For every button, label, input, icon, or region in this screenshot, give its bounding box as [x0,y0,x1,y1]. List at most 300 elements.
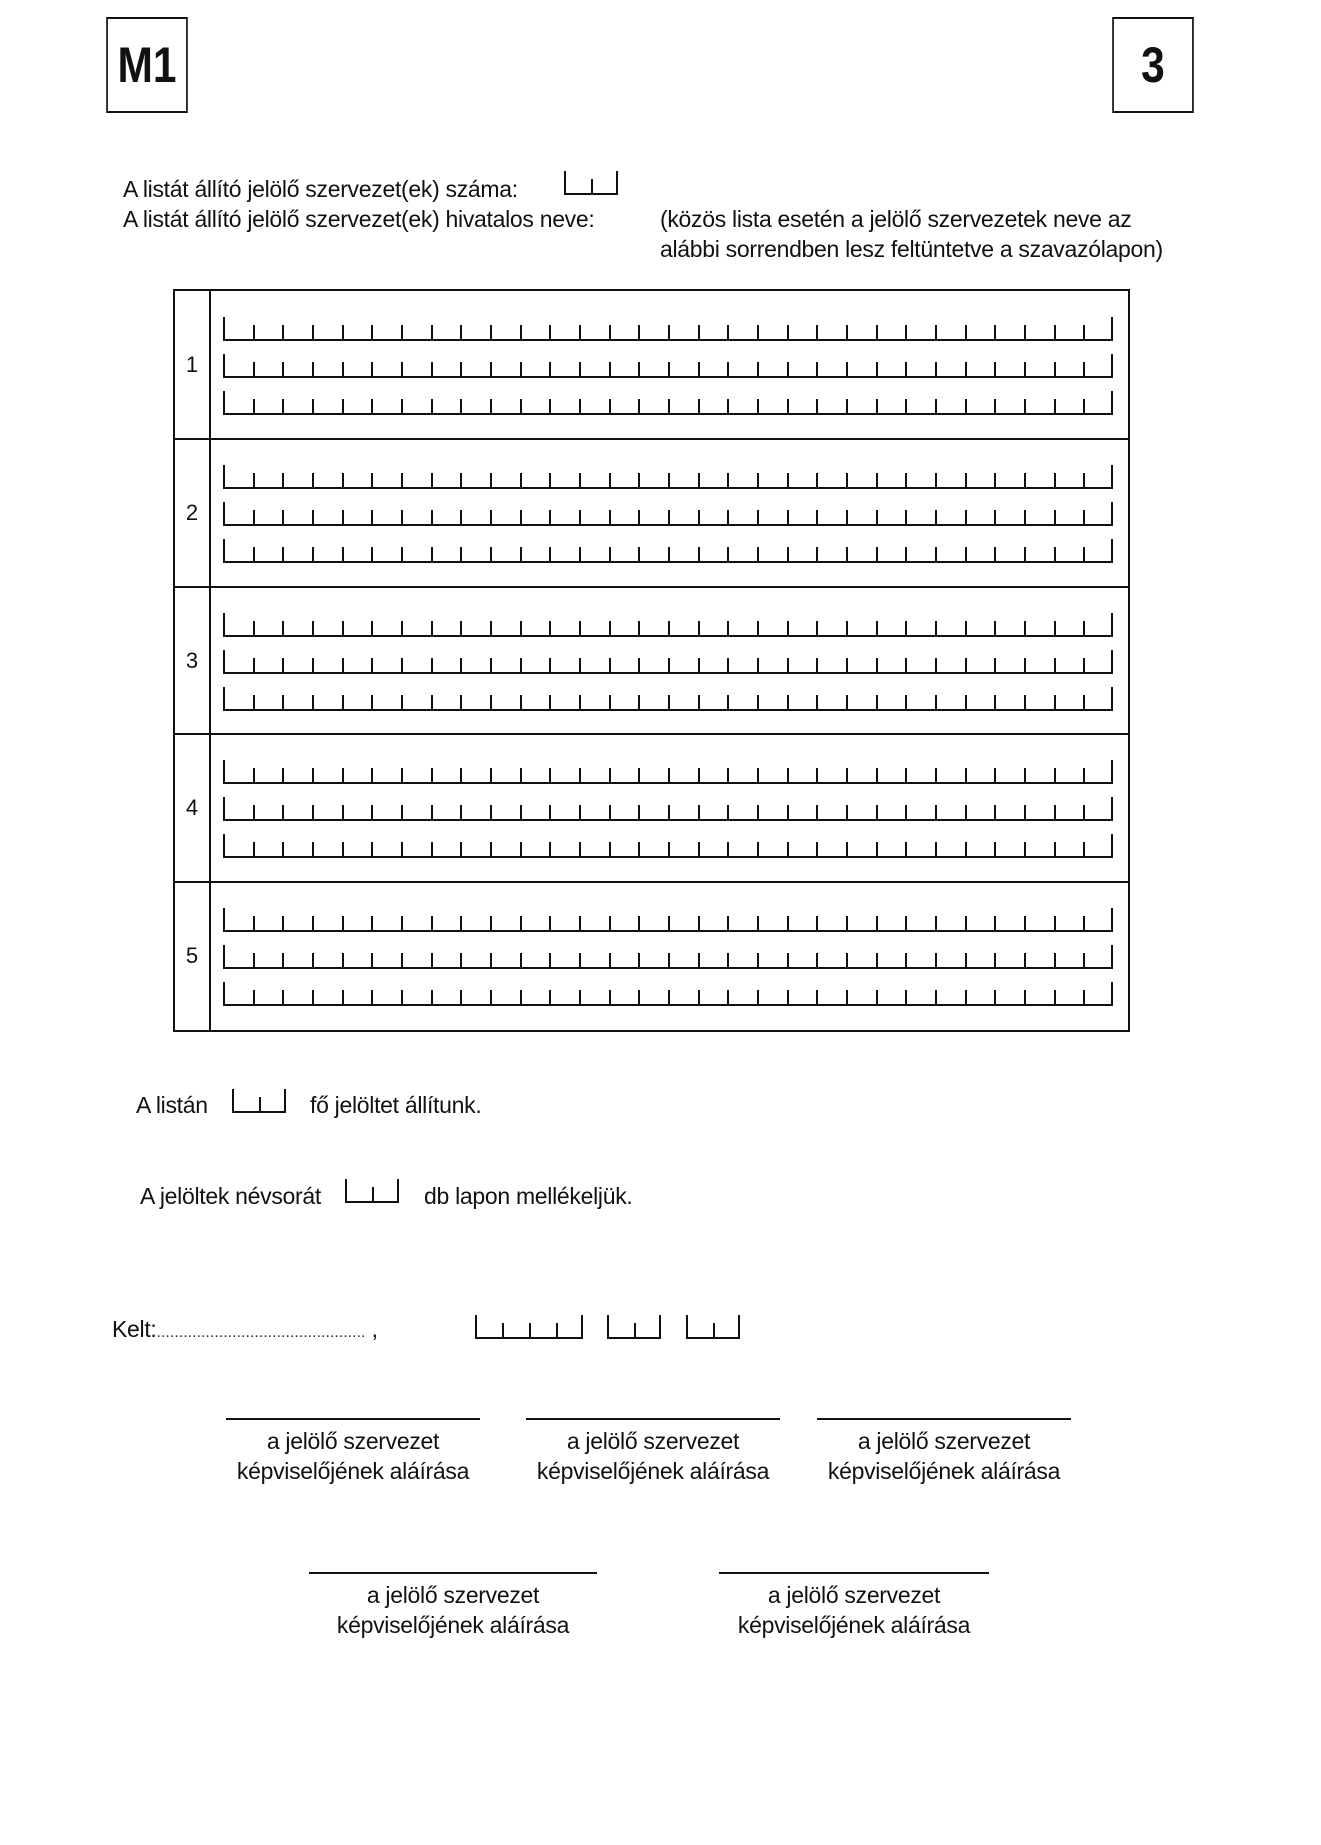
comb-tick [401,768,403,782]
comb-tick [460,658,462,672]
table-row-divider [175,438,1128,440]
comb-tick [579,510,581,524]
comb-tick [1054,399,1056,413]
comb-tick [698,325,700,339]
org-name-field-line[interactable] [223,689,1113,711]
signature-block-4[interactable] [309,1572,597,1642]
comb-tick [312,399,314,413]
comb-tick [698,658,700,672]
comb-tick [609,510,611,524]
comb-tick [1083,547,1085,561]
comb-tick [371,473,373,487]
comb-tick [490,768,492,782]
comb-tick [935,658,937,672]
comb-tick [1111,908,1113,930]
comb-tick [460,916,462,930]
comb-tick [401,658,403,672]
comb-tick [727,510,729,524]
comb-tick [757,325,759,339]
comb-tick [905,362,907,376]
table-row-number: 5 [185,943,199,969]
comb-tick [1083,842,1085,856]
comb-tick [668,805,670,819]
comb-tick [579,399,581,413]
comb-tick [253,953,255,967]
org-name-table [173,289,1130,1032]
signature-caption [817,1426,1071,1486]
comb-tick [1024,399,1026,413]
comb-tick [787,547,789,561]
org-name-field-line[interactable] [223,762,1113,784]
org-name-field-line[interactable] [223,467,1113,489]
comb-tick [757,842,759,856]
org-name-field-line[interactable] [223,541,1113,563]
comb-tick [312,842,314,856]
date-place-dots[interactable]: ............................................... [156,1324,366,1341]
comb-tick [787,842,789,856]
comb-tick [668,473,670,487]
comb-tick [609,325,611,339]
comb-tick [1083,399,1085,413]
comb-tick [579,325,581,339]
date-month-field[interactable] [607,1317,661,1339]
comb-tick [253,658,255,672]
comb-tick [638,842,640,856]
comb-tick [816,695,818,709]
comb-tick [223,650,225,672]
signature-caption-line-1: a jelölő szervezet [767,1582,941,1608]
comb-tick [282,953,284,967]
comb-tick [668,842,670,856]
comb-tick [1054,768,1056,782]
comb-tick [876,953,878,967]
comb-tick [282,658,284,672]
comb-tick [1024,842,1026,856]
comb-tick [549,990,551,1004]
table-row-number: 1 [185,351,199,377]
comb-tick [846,990,848,1004]
comb-tick [668,658,670,672]
org-name-field-line[interactable] [223,356,1113,378]
comb-tick [609,547,611,561]
comb-tick [727,473,729,487]
org-name-field-line[interactable] [223,799,1113,821]
comb-tick [698,768,700,782]
comb-tick [581,1315,583,1337]
comb-tick [1024,805,1026,819]
form-code-box [106,17,188,113]
comb-tick [342,842,344,856]
comb-tick [282,473,284,487]
comb-tick [905,916,907,930]
comb-tick [816,990,818,1004]
signature-caption [226,1426,480,1486]
comb-tick [638,953,640,967]
comb-tick [520,362,522,376]
comb-tick [401,805,403,819]
comb-tick [490,990,492,1004]
date-year-field[interactable] [475,1317,583,1339]
signature-caption [526,1426,780,1486]
comb-tick [935,990,937,1004]
comb-tick [846,805,848,819]
org-name-field-line[interactable] [223,947,1113,969]
comb-tick [520,473,522,487]
signature-caption-line-2: képviselőjének aláírása [536,1458,770,1484]
comb-tick [905,325,907,339]
comb-tick [520,510,522,524]
comb-tick [757,805,759,819]
comb-tick [1083,768,1085,782]
comb-tick [253,768,255,782]
comb-tick [935,953,937,967]
comb-tick [905,768,907,782]
comb-tick [342,547,344,561]
comb-tick [787,695,789,709]
date-label [112,1316,378,1343]
comb-tick [401,990,403,1004]
signature-block-3[interactable] [817,1418,1071,1488]
signature-line [309,1572,597,1574]
comb-tick [579,547,581,561]
comb-tick [312,510,314,524]
comb-tick [935,842,937,856]
table-row-divider [175,881,1128,883]
comb-tick [282,547,284,561]
comb-tick [282,621,284,635]
comb-tick [253,473,255,487]
signature-caption [309,1580,597,1640]
comb-tick [965,473,967,487]
comb-tick [876,621,878,635]
comb-tick [659,1315,661,1337]
comb-tick [579,473,581,487]
comb-tick [638,695,640,709]
comb-tick [401,621,403,635]
comb-tick [549,768,551,782]
comb-tick [371,658,373,672]
comb-tick [556,1323,558,1337]
comb-tick [846,399,848,413]
comb-tick [397,1179,399,1201]
comb-tick [638,805,640,819]
comb-tick [935,473,937,487]
comb-tick [727,768,729,782]
comb-tick [312,916,314,930]
comb-tick [638,990,640,1004]
comb-tick [757,621,759,635]
comb-tick [371,547,373,561]
comb-tick [965,695,967,709]
comb-tick [549,473,551,487]
comb-tick [401,695,403,709]
comb-tick [401,362,403,376]
comb-tick [994,916,996,930]
comb-tick [1111,650,1113,672]
comb-tick [965,916,967,930]
comb-tick [935,547,937,561]
comb-tick [401,325,403,339]
comb-tick [1083,990,1085,1004]
comb-tick [609,842,611,856]
comb-tick [1083,621,1085,635]
comb-tick [312,658,314,672]
comb-tick [490,658,492,672]
comb-tick [994,325,996,339]
comb-tick [787,916,789,930]
comb-tick [638,547,640,561]
org-name-field-line[interactable] [223,393,1113,415]
comb-tick [253,621,255,635]
comb-tick [490,325,492,339]
comb-tick [371,695,373,709]
signature-caption-line-1: a jelölő szervezet [857,1428,1031,1454]
page-number-box [1112,17,1194,113]
comb-tick [905,953,907,967]
comb-tick [727,842,729,856]
comb-tick [1111,539,1113,561]
date-comma: , [371,1316,378,1342]
comb-tick [259,1097,261,1111]
comb-tick [223,945,225,967]
comb-tick [549,510,551,524]
org-name-field-line[interactable] [223,319,1113,341]
comb-tick [223,354,225,376]
comb-tick [312,768,314,782]
comb-tick [282,510,284,524]
comb-tick [1054,362,1056,376]
org-name-field-line[interactable] [223,504,1113,526]
comb-tick [342,805,344,819]
comb-tick [371,953,373,967]
date-day-field[interactable] [686,1317,740,1339]
comb-tick [342,658,344,672]
comb-tick [401,473,403,487]
comb-tick [253,510,255,524]
comb-tick [1054,547,1056,561]
comb-tick [727,658,729,672]
comb-tick [520,805,522,819]
comb-tick [490,842,492,856]
comb-tick [816,768,818,782]
comb-tick [342,916,344,930]
signature-caption-line-1: a jelölő szervezet [366,1582,540,1608]
comb-tick [253,916,255,930]
comb-tick [876,990,878,1004]
comb-tick [284,1089,286,1111]
comb-tick [529,1323,531,1337]
comb-tick [1024,325,1026,339]
comb-tick [816,325,818,339]
comb-tick [490,805,492,819]
date-label-text: Kelt: [112,1316,157,1342]
comb-tick [223,502,225,524]
comb-tick [401,399,403,413]
comb-tick [668,990,670,1004]
comb-tick [372,1187,374,1201]
comb-tick [431,658,433,672]
comb-tick [609,768,611,782]
comb-tick [431,695,433,709]
comb-tick [994,547,996,561]
comb-tick [876,399,878,413]
comb-tick [609,362,611,376]
comb-tick [549,399,551,413]
comb-tick [994,842,996,856]
comb-tick [460,953,462,967]
signature-line [526,1418,780,1420]
comb-tick [905,510,907,524]
comb-tick [1083,805,1085,819]
comb-tick [223,317,225,339]
comb-tick [876,916,878,930]
comb-tick [905,842,907,856]
comb-tick [431,510,433,524]
comb-tick [1054,695,1056,709]
attachment-prefix: A jelöltek névsorát [140,1183,321,1209]
comb-tick [1111,687,1113,709]
candidates-count-field[interactable] [232,1091,286,1113]
comb-tick [579,621,581,635]
signature-block-1[interactable] [226,1418,480,1488]
comb-tick [816,399,818,413]
org-name-field-line[interactable] [223,836,1113,858]
comb-tick [490,399,492,413]
org-name-note-line-1: (közös lista esetén a jelölő szervezetek neve az [660,206,1132,232]
comb-tick [994,399,996,413]
comb-tick [431,325,433,339]
comb-tick [994,768,996,782]
signature-caption-line-1: a jelölő szervezet [566,1428,740,1454]
comb-tick [609,916,611,930]
comb-tick [253,362,255,376]
comb-tick [342,362,344,376]
comb-tick [787,621,789,635]
comb-tick [1054,510,1056,524]
comb-tick [1024,621,1026,635]
comb-tick [579,990,581,1004]
comb-tick [223,391,225,413]
comb-tick [965,953,967,967]
comb-tick [787,510,789,524]
comb-tick [787,325,789,339]
attachment-pages-field[interactable] [345,1181,399,1203]
org-name-field-line[interactable] [223,910,1113,932]
table-row-number: 4 [185,795,199,821]
comb-tick [1024,510,1026,524]
comb-tick [520,990,522,1004]
comb-tick [490,953,492,967]
comb-tick [965,805,967,819]
comb-tick [312,695,314,709]
comb-tick [905,695,907,709]
comb-tick [876,547,878,561]
comb-tick [345,1179,347,1201]
comb-tick [1111,391,1113,413]
comb-tick [757,916,759,930]
comb-tick [1054,473,1056,487]
comb-tick [579,695,581,709]
comb-tick [757,695,759,709]
comb-tick [549,621,551,635]
comb-tick [282,362,284,376]
comb-tick [787,953,789,967]
comb-tick [1111,834,1113,856]
signature-caption [719,1580,989,1640]
comb-tick [282,325,284,339]
comb-tick [668,325,670,339]
comb-tick [935,362,937,376]
comb-tick [1111,945,1113,967]
comb-tick [727,916,729,930]
comb-tick [757,990,759,1004]
comb-tick [787,658,789,672]
signature-line [226,1418,480,1420]
comb-tick [668,362,670,376]
comb-tick [282,399,284,413]
org-name-field-line[interactable] [223,615,1113,637]
comb-tick [638,473,640,487]
comb-tick [686,1315,688,1337]
comb-tick [431,362,433,376]
comb-tick [816,510,818,524]
org-name-field-line[interactable] [223,652,1113,674]
comb-tick [727,399,729,413]
comb-tick [787,473,789,487]
comb-tick [994,658,996,672]
comb-tick [579,953,581,967]
signature-line [817,1418,1071,1420]
org-name-field-line[interactable] [223,984,1113,1006]
comb-tick [638,916,640,930]
comb-tick [698,510,700,524]
org-count-field[interactable] [564,173,618,195]
comb-tick [312,547,314,561]
comb-tick [342,325,344,339]
comb-tick [698,842,700,856]
comb-tick [727,953,729,967]
comb-tick [520,658,522,672]
signature-caption-line-2: képviselőjének aláírása [336,1612,570,1638]
comb-tick [520,695,522,709]
comb-tick [668,695,670,709]
comb-tick [965,658,967,672]
comb-tick [1083,362,1085,376]
comb-tick [371,805,373,819]
comb-tick [431,547,433,561]
comb-tick [668,916,670,930]
signature-block-2[interactable] [526,1418,780,1488]
comb-tick [609,695,611,709]
comb-tick [549,916,551,930]
comb-tick [994,510,996,524]
comb-tick [757,399,759,413]
comb-tick [816,842,818,856]
comb-tick [490,547,492,561]
comb-tick [846,362,848,376]
comb-tick [223,982,225,1004]
comb-tick [935,325,937,339]
comb-tick [520,768,522,782]
comb-tick [609,990,611,1004]
comb-tick [713,1323,715,1337]
comb-tick [549,805,551,819]
comb-tick [638,362,640,376]
signature-block-5[interactable] [719,1572,989,1642]
comb-tick [579,362,581,376]
comb-tick [579,768,581,782]
comb-tick [965,842,967,856]
